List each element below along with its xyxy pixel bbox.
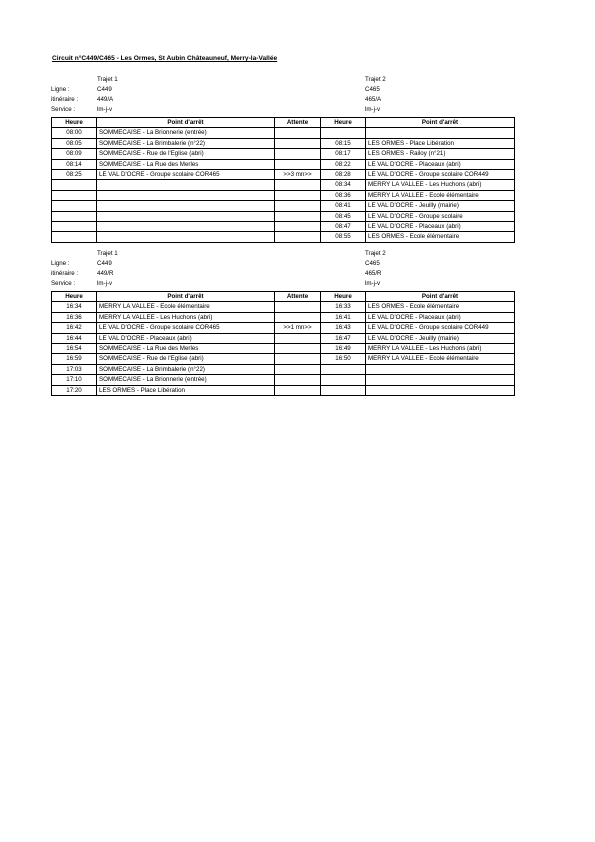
cell-stop-trajet1: SOMMECAISE - La Rue des Merles (97, 344, 275, 354)
table-row (52, 344, 515, 354)
cell-stop-trajet2: LE VAL D'OCRE - Groupe scolaire (366, 211, 515, 221)
cell-attente (275, 354, 321, 364)
cell-heure-trajet2: 16:49 (321, 344, 366, 354)
trajet2-ligne: C465 (365, 260, 380, 267)
cell-heure-trajet1: 17:10 (52, 375, 97, 385)
cell-heure-trajet1 (52, 201, 97, 211)
cell-stop-trajet1: MERRY LA VALLEE - Les Huchons (abri) (97, 312, 275, 322)
cell-heure-trajet2: 16:50 (321, 354, 366, 364)
page-title: Circuit n°C449/C465 - Les Ormes, St Aubin Châteauneuf, Merry-la-Vallée (52, 55, 278, 62)
cell-stop-trajet2 (366, 128, 515, 138)
trip-info (51, 250, 514, 291)
trajet2-ligne: C465 (365, 86, 380, 93)
cell-stop-trajet2: LE VAL D'OCRE - Jeuilly (mairie) (366, 201, 515, 211)
trajet1-ligne: C449 (97, 86, 112, 93)
cell-heure-trajet2: 08:17 (321, 149, 366, 159)
cell-stop-trajet1: SOMMECAISE - La Brimbalerie (n°22) (97, 138, 275, 148)
cell-stop-trajet2: LE VAL D'OCRE - Groupe scolaire COR449 (366, 170, 515, 180)
table-row (52, 211, 515, 221)
timetable (51, 291, 515, 396)
cell-attente (275, 201, 321, 211)
table-row (52, 149, 515, 159)
table-row (52, 312, 515, 322)
table-row (52, 354, 515, 364)
cell-stop-trajet2: MERRY LA VALLEE - Les Huchons (abri) (366, 180, 515, 190)
cell-stop-trajet2 (366, 364, 515, 374)
cell-attente (275, 211, 321, 221)
table-row (52, 180, 515, 190)
cell-heure-trajet2: 16:47 (321, 333, 366, 343)
table-row (52, 302, 515, 312)
cell-heure-trajet1 (52, 180, 97, 190)
cell-heure-trajet1: 16:34 (52, 302, 97, 312)
column-header-point-arret: Point d'arrêt (97, 292, 275, 302)
column-header-attente: Attente (275, 292, 321, 302)
cell-heure-trajet1: 16:42 (52, 323, 97, 333)
cell-stop-trajet2 (366, 385, 515, 395)
trip-info (51, 76, 514, 117)
cell-heure-trajet1 (52, 211, 97, 221)
trajet1-itineraire: 449/A (97, 96, 114, 103)
trajet1-itineraire: 449/R (97, 270, 114, 277)
cell-stop-trajet1: SOMMECAISE - La Rue des Merles (97, 159, 275, 169)
cell-heure-trajet2: 08:34 (321, 180, 366, 190)
column-header-point-arret-2: Point d'arrêt (366, 118, 515, 128)
cell-attente (275, 149, 321, 159)
field-label-ligne: Ligne : (51, 86, 70, 93)
cell-attente (275, 180, 321, 190)
table-row (52, 128, 515, 138)
cell-stop-trajet1: SOMMECAISE - Rue de l'Eglise (abri) (97, 149, 275, 159)
cell-heure-trajet2: 08:47 (321, 222, 366, 232)
cell-heure-trajet1 (52, 232, 97, 242)
cell-heure-trajet2: 16:33 (321, 302, 366, 312)
cell-heure-trajet1: 08:25 (52, 170, 97, 180)
cell-heure-trajet2: 16:43 (321, 323, 366, 333)
cell-stop-trajet2: LES ORMES - Ecole élémentaire (366, 302, 515, 312)
cell-heure-trajet1 (52, 222, 97, 232)
trajet2-service: lm-j-v (365, 106, 381, 113)
cell-attente (275, 385, 321, 395)
cell-attente: >>1 mn>> (275, 323, 321, 333)
table-row (52, 190, 515, 200)
cell-heure-trajet1: 16:36 (52, 312, 97, 322)
cell-attente (275, 333, 321, 343)
cell-stop-trajet1: MERRY LA VALLEE - Ecole élémentaire (97, 302, 275, 312)
cell-stop-trajet1 (97, 180, 275, 190)
field-label-itineraire: itinéraire : (51, 96, 79, 103)
cell-stop-trajet2: LE VAL D'OCRE - Groupe scolaire COR449 (366, 323, 515, 333)
schedule-block-aller (51, 76, 514, 243)
cell-attente (275, 222, 321, 232)
trajet2-itineraire: 465/A (365, 96, 382, 103)
table-header-row (52, 292, 515, 302)
column-header-heure: Heure (52, 118, 97, 128)
cell-attente (275, 128, 321, 138)
cell-stop-trajet1: SOMMECAISE - La Brionnerie (entrée) (97, 375, 275, 385)
table-row (52, 201, 515, 211)
cell-attente: >>3 mn>> (275, 170, 321, 180)
table-row (52, 232, 515, 242)
trajet1-service: lm-j-v (97, 280, 113, 287)
cell-stop-trajet1: SOMMECAISE - Rue de l'Eglise (abri) (97, 354, 275, 364)
cell-heure-trajet2 (321, 364, 366, 374)
field-label-service: Service : (51, 280, 76, 287)
table-row (52, 138, 515, 148)
cell-stop-trajet2: LES ORMES - Ecole élémentaire (366, 232, 515, 242)
cell-stop-trajet2: LE VAL D'OCRE - Jeuilly (mairie) (366, 333, 515, 343)
trajet2-name: Trajet 2 (365, 76, 386, 83)
table-row (52, 333, 515, 343)
trajet1-ligne: C449 (97, 260, 112, 267)
trajet2-itineraire: 465/R (365, 270, 382, 277)
cell-stop-trajet1: LES ORMES - Place Libération (97, 385, 275, 395)
table-row (52, 375, 515, 385)
cell-heure-trajet2: 08:36 (321, 190, 366, 200)
cell-heure-trajet2: 08:15 (321, 138, 366, 148)
cell-attente (275, 138, 321, 148)
cell-stop-trajet2: MERRY LA VALLEE - Les Huchons (abri) (366, 344, 515, 354)
cell-stop-trajet1 (97, 222, 275, 232)
cell-heure-trajet1: 08:14 (52, 159, 97, 169)
cell-stop-trajet2: LE VAL D'OCRE - Placeaux (abri) (366, 159, 515, 169)
column-header-attente: Attente (275, 118, 321, 128)
cell-stop-trajet1: LE VAL D'OCRE - Groupe scolaire COR465 (97, 170, 275, 180)
cell-heure-trajet1: 17:20 (52, 385, 97, 395)
cell-attente (275, 364, 321, 374)
cell-heure-trajet1: 16:54 (52, 344, 97, 354)
table-row (52, 323, 515, 333)
cell-heure-trajet1 (52, 190, 97, 200)
table-row (52, 159, 515, 169)
cell-attente (275, 312, 321, 322)
cell-stop-trajet1: LE VAL D'OCRE - Groupe scolaire COR465 (97, 323, 275, 333)
cell-stop-trajet1 (97, 190, 275, 200)
cell-heure-trajet1: 16:59 (52, 354, 97, 364)
cell-attente (275, 159, 321, 169)
column-header-heure: Heure (52, 292, 97, 302)
column-header-point-arret-2: Point d'arrêt (366, 292, 515, 302)
cell-heure-trajet1: 08:00 (52, 128, 97, 138)
field-label-service: Service : (51, 106, 76, 113)
cell-stop-trajet2: LES ORMES - Place Libération (366, 138, 515, 148)
cell-heure-trajet2: 16:41 (321, 312, 366, 322)
column-header-point-arret: Point d'arrêt (97, 118, 275, 128)
table-row (52, 170, 515, 180)
cell-stop-trajet2: MERRY LA VALLEE - Ecole élémentaire (366, 354, 515, 364)
cell-stop-trajet2: LE VAL D'OCRE - Placeaux (abri) (366, 222, 515, 232)
cell-stop-trajet1 (97, 201, 275, 211)
cell-heure-trajet2 (321, 128, 366, 138)
cell-attente (275, 302, 321, 312)
cell-stop-trajet2: LES ORMES - Railoy (n°21) (366, 149, 515, 159)
cell-heure-trajet2 (321, 385, 366, 395)
cell-stop-trajet1: LE VAL D'OCRE - Placeaux (abri) (97, 333, 275, 343)
cell-heure-trajet1: 08:05 (52, 138, 97, 148)
trajet2-name: Trajet 2 (365, 250, 386, 257)
cell-heure-trajet2: 08:41 (321, 201, 366, 211)
cell-heure-trajet2: 08:22 (321, 159, 366, 169)
schedule-block-retour (51, 250, 514, 396)
cell-stop-trajet1 (97, 232, 275, 242)
cell-stop-trajet1: SOMMECAISE - La Brionnerie (entrée) (97, 128, 275, 138)
cell-heure-trajet1: 08:09 (52, 149, 97, 159)
cell-attente (275, 232, 321, 242)
cell-heure-trajet2: 08:45 (321, 211, 366, 221)
field-label-ligne: Ligne : (51, 260, 70, 267)
cell-heure-trajet1: 16:44 (52, 333, 97, 343)
trajet1-service: lm-j-v (97, 106, 113, 113)
table-row (52, 222, 515, 232)
cell-attente (275, 375, 321, 385)
trajet1-name: Trajet 1 (97, 76, 118, 83)
cell-heure-trajet2: 08:55 (321, 232, 366, 242)
cell-stop-trajet2: MERRY LA VALLEE - Ecole élémentaire (366, 190, 515, 200)
cell-stop-trajet1: SOMMECAISE - La Brimbalerie (n°22) (97, 364, 275, 374)
table-header-row (52, 118, 515, 128)
table-row (52, 364, 515, 374)
cell-heure-trajet2 (321, 375, 366, 385)
timetable (51, 117, 515, 243)
cell-attente (275, 190, 321, 200)
column-header-heure-2: Heure (321, 118, 366, 128)
column-header-heure-2: Heure (321, 292, 366, 302)
cell-heure-trajet2: 08:28 (321, 170, 366, 180)
trajet2-service: lm-j-v (365, 280, 381, 287)
cell-stop-trajet2 (366, 375, 515, 385)
cell-attente (275, 344, 321, 354)
trajet1-name: Trajet 1 (97, 250, 118, 257)
cell-stop-trajet2: LE VAL D'OCRE - Placeaux (abri) (366, 312, 515, 322)
cell-heure-trajet1: 17:03 (52, 364, 97, 374)
field-label-itineraire: itinéraire : (51, 270, 79, 277)
cell-stop-trajet1 (97, 211, 275, 221)
table-row (52, 385, 515, 395)
